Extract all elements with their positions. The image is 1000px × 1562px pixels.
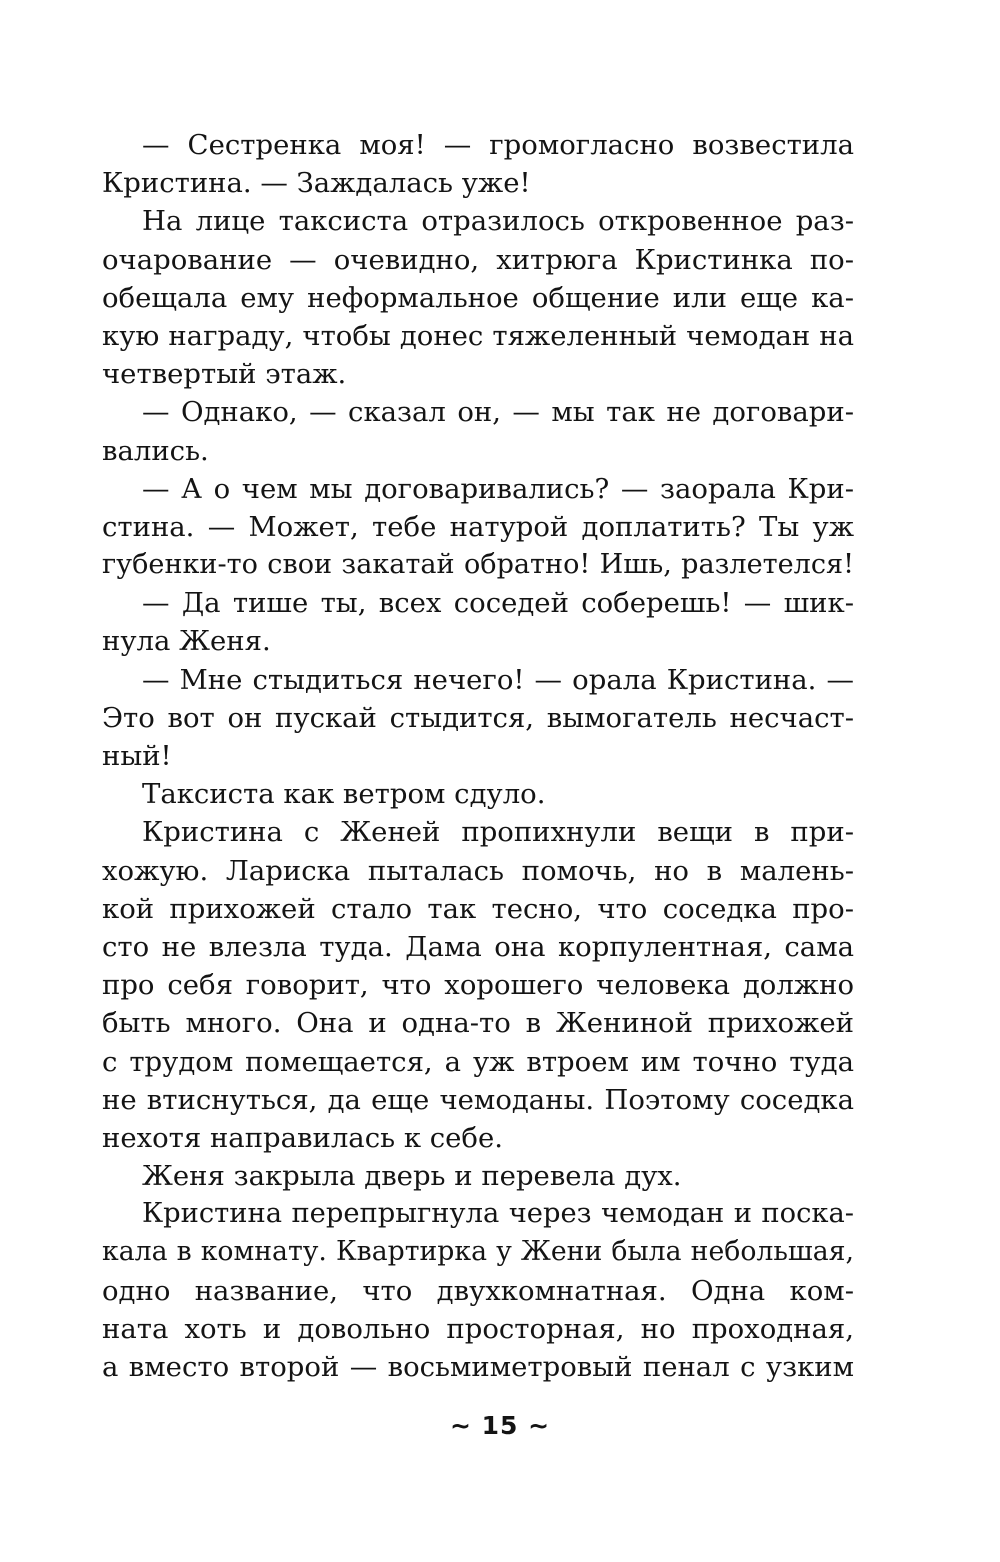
text-line: обещала ему неформальное общение или еще ка- [102, 281, 854, 314]
text-line: вались. [102, 434, 209, 467]
text-line: Кристина. — Заждалась уже! [102, 167, 531, 200]
text-line: а вместо второй — восьмиметровый пенал с узким [102, 1351, 854, 1383]
body-text [102, 126, 854, 1386]
text-line: кой прихожей стало так тесно, что соседка про- [102, 892, 854, 925]
text-line: быть много. Она и одна-то в Жениной прихожей [102, 1007, 854, 1040]
text-line: нехотя направилась к себе. [102, 1121, 503, 1154]
text-line: стина. — Может, тебе натурой доплатить? Ты уж [102, 510, 854, 543]
text-line: нула Женя. [102, 625, 271, 658]
text-line: ный! [102, 740, 172, 772]
text-line: — Сестренка моя! — громогласно возвестила [142, 129, 854, 161]
text-line: Это вот он пускай стыдится, вымогатель несчаст- [102, 701, 854, 734]
text-line: Кристина с Женей пропихнули вещи в при- [142, 816, 854, 849]
text-line: На лице таксиста отразилось откровенное раз- [142, 205, 854, 238]
text-line: кала в комнату. Квартирка у Жени была небольшая, [102, 1236, 854, 1268]
text-line: — Да тише ты, всех соседей соберешь! — шик- [142, 587, 854, 620]
text-line: губенки-то свои закатай обратно! Ишь, разлетелся! [102, 549, 854, 581]
text-line: не втиснуться, да еще чемоданы. Поэтому соседка [102, 1083, 854, 1116]
text-line: ната хоть и довольно просторная, но проходная, [102, 1312, 854, 1345]
text-line: кую награду, чтобы донес тяжеленный чемодан на [102, 319, 854, 352]
page-number: ~ 15 ~ [449, 1411, 551, 1440]
text-line: сто не влезла туда. Дама она корпулентная, сама [102, 930, 854, 963]
text-line: про себя говорит, что хорошего человека должно [102, 969, 854, 1002]
text-line: одно название, что двухкомнатная. Одна ком- [102, 1274, 854, 1307]
text-line: с трудом помещается, а уж втроем им точно туда [102, 1045, 854, 1078]
text-line: Женя закрыла дверь и перевела дух. [142, 1160, 682, 1193]
text-line: — А о чем мы договаривались? — заорала Кри- [142, 472, 854, 505]
text-line: Кристина перепрыгнула через чемодан и поска- [142, 1198, 854, 1230]
text-line: очарование — очевидно, хитрюга Кристинка по- [102, 243, 854, 276]
text-line: — Мне стыдиться нечего! — орала Кристина. — [142, 663, 854, 696]
text-line: — Однако, — сказал он, — мы так не договари- [142, 396, 854, 429]
text-line: четвертый этаж. [102, 358, 347, 391]
text-line: хожую. Лариска пыталась помочь, но в малень- [102, 854, 854, 887]
text-line: Таксиста как ветром сдуло. [142, 778, 546, 811]
